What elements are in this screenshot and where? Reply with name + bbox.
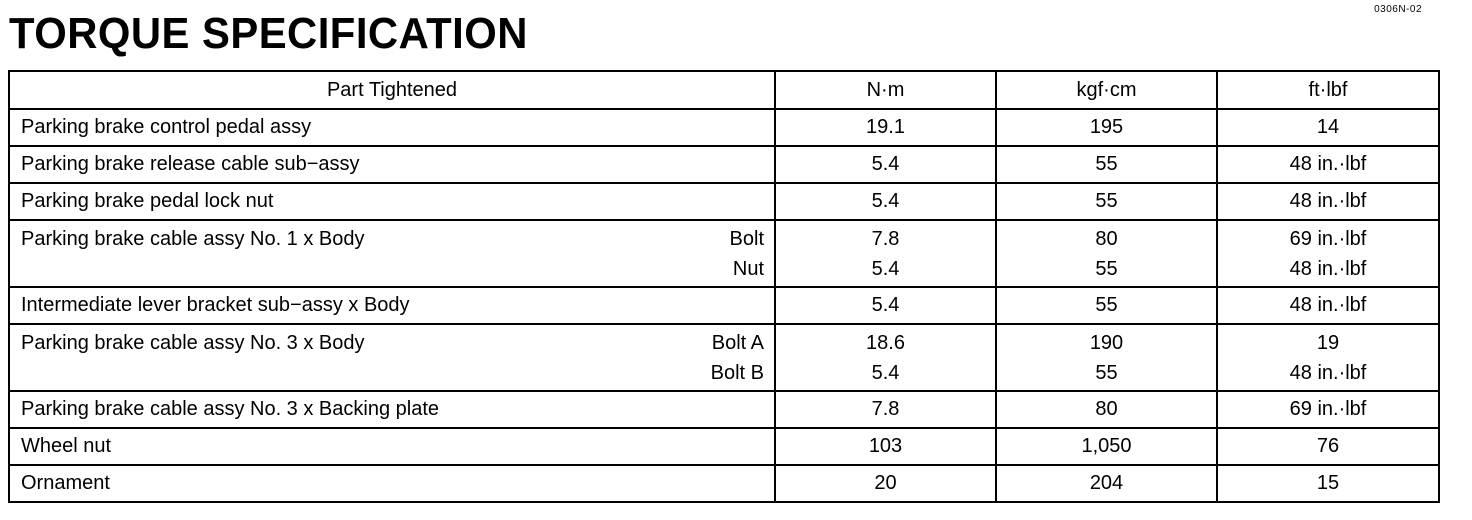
ft-cell [1217,220,1439,287]
ft-cell [1217,324,1439,391]
document-code: 0306N-02 [1374,4,1422,15]
fastener-label: Bolt [729,227,764,250]
nm-cell: 103 [775,428,996,465]
nm-cell [775,220,996,287]
table-row [9,220,1439,287]
ft-value: 48 in.·lbf [1289,361,1367,384]
nm-value: 18.6 [866,331,905,354]
part-cell: Parking brake cable assy No. 3 x Backing plate [9,391,775,428]
table-row [9,287,1439,324]
nm-cell: 19.1 [775,109,996,146]
ft-value: 69 in.·lbf [1289,227,1367,250]
ft-value: 48 in.·lbf [1289,257,1367,280]
page-title: TORQUE SPECIFICATION [9,9,528,58]
nm-value: 5.4 [871,361,900,384]
kgf-cell: 55 [996,183,1217,220]
part-cell [9,220,775,287]
ft-cell: 76 [1217,428,1439,465]
ft-cell: 15 [1217,465,1439,502]
part-cell: Parking brake release cable sub−assy [9,146,775,183]
kgf-cell: 55 [996,146,1217,183]
ft-cell: 69 in.·lbf [1217,391,1439,428]
part-cell: Ornament [9,465,775,502]
fastener-label: Nut [732,257,764,280]
kgf-cell: 195 [996,109,1217,146]
kgf-value: 55 [1095,361,1118,384]
nm-value: 5.4 [871,257,900,280]
ft-cell: 48 in.·lbf [1217,183,1439,220]
part-name: Parking brake cable assy No. 3 x Body [21,331,365,354]
fastener-label: Bolt B [710,361,764,384]
nm-cell: 5.4 [775,287,996,324]
kgf-value: 80 [1095,227,1118,250]
part-cell: Parking brake pedal lock nut [9,183,775,220]
kgf-cell: 55 [996,287,1217,324]
part-cell: Intermediate lever bracket sub−assy x Body [9,287,775,324]
table-row [9,324,1439,391]
table-row [9,109,1439,146]
table-row [9,428,1439,465]
ft-cell: 48 in.·lbf [1217,287,1439,324]
part-cell: Parking brake control pedal assy [9,109,775,146]
ft-cell: 14 [1217,109,1439,146]
kgf-cell: 1,050 [996,428,1217,465]
table-row [9,183,1439,220]
kgf-value: 55 [1095,257,1118,280]
ft-cell: 48 in.·lbf [1217,146,1439,183]
nm-cell [775,324,996,391]
nm-cell: 5.4 [775,183,996,220]
nm-cell: 20 [775,465,996,502]
kgf-cell: 80 [996,391,1217,428]
table-row [9,465,1439,502]
part-cell: Wheel nut [9,428,775,465]
kgf-cell: 204 [996,465,1217,502]
kgf-cell [996,220,1217,287]
kgf-value: 190 [1089,331,1124,354]
nm-cell: 5.4 [775,146,996,183]
part-cell [9,324,775,391]
table-row [9,391,1439,428]
header-part-tightened: Part Tightened [9,71,775,109]
kgf-cell [996,324,1217,391]
table-row [9,146,1439,183]
header-kgf-cm: kgf·cm [996,71,1217,109]
nm-cell: 7.8 [775,391,996,428]
part-name: Parking brake cable assy No. 1 x Body [21,227,365,250]
torque-spec-table [8,70,1440,503]
table-header-row [9,71,1439,109]
fastener-label: Bolt A [711,331,764,354]
header-ft-lbf: ft·lbf [1217,71,1439,109]
header-nm: N·m [775,71,996,109]
ft-value: 19 [1316,331,1340,354]
nm-value: 7.8 [871,227,900,250]
